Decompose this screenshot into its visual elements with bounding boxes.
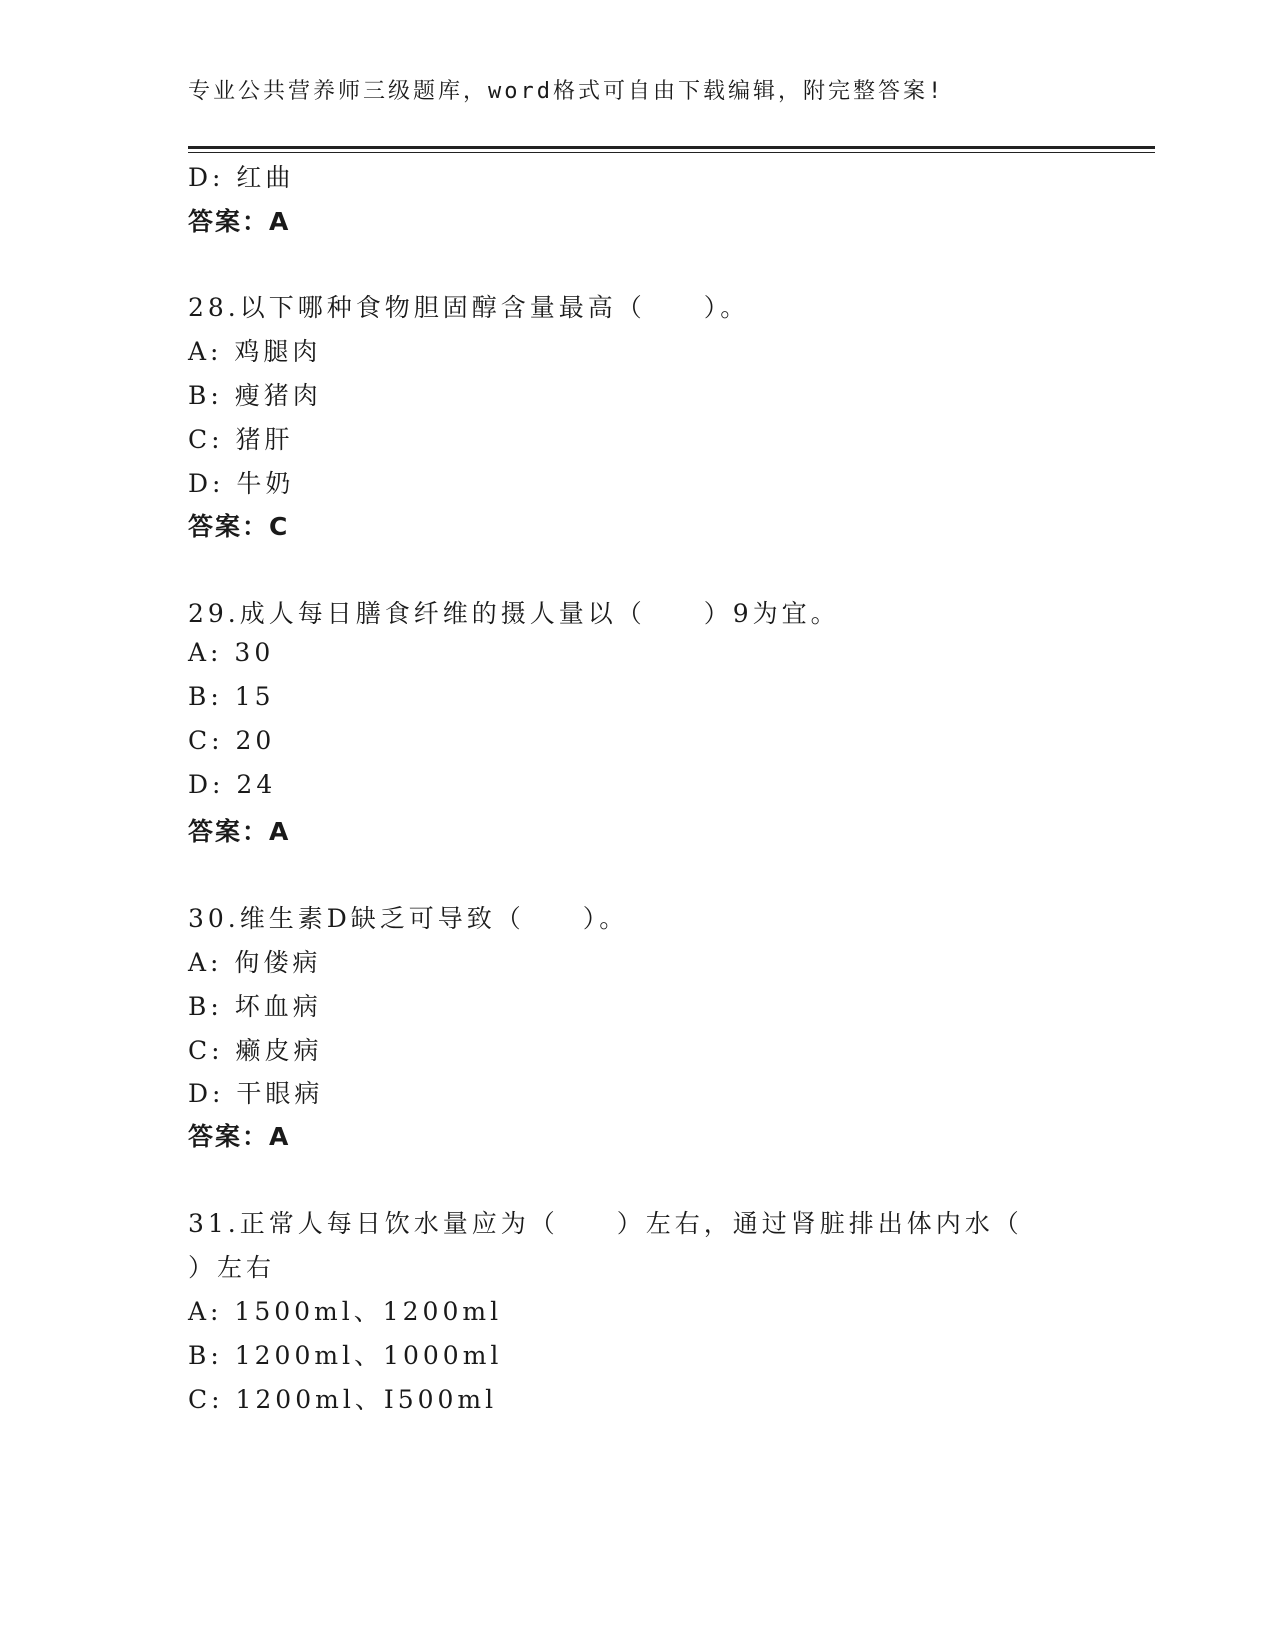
q28-option-c: C: 猪肝 <box>188 425 294 454</box>
q29-option-d: D: 24 <box>188 770 277 799</box>
page-header: 专业公共营养师三级题库，word格式可自由下载编辑，附完整答案! <box>188 79 945 104</box>
q30-option-a: A: 佝偻病 <box>188 948 322 977</box>
q28-option-b: B: 瘦猪肉 <box>188 381 322 410</box>
q29-option-a: A: 30 <box>188 638 275 667</box>
question-29: 29.成人每日膳食纤维的摄人量以（ ）9为宜。 <box>188 599 840 628</box>
header-rule-thin <box>188 152 1155 153</box>
q28-option-a: A: 鸡腿肉 <box>188 337 322 366</box>
header-rule-thick <box>188 146 1155 149</box>
q31-option-b: B: 1200ml、1000ml <box>188 1341 503 1370</box>
prev-answer: 答案：A <box>188 207 291 236</box>
prev-option-d: D: 红曲 <box>188 163 295 192</box>
question-28: 28.以下哪种食物胆固醇含量最高（ ）。 <box>188 293 750 322</box>
q28-answer: 答案：C <box>188 512 290 541</box>
q31-option-a: A: 1500ml、1200ml <box>188 1297 503 1326</box>
q30-answer: 答案：A <box>188 1122 291 1151</box>
q31-option-c: C: 1200ml、I500ml <box>188 1385 498 1414</box>
question-31-line-2: ）左右 <box>188 1253 276 1282</box>
q29-option-b: B: 15 <box>188 682 275 711</box>
q30-option-b: B: 坏血病 <box>188 992 322 1021</box>
q30-option-c: C: 癞皮病 <box>188 1036 323 1065</box>
q29-answer: 答案：A <box>188 817 291 846</box>
q30-option-d: D: 干眼病 <box>188 1079 324 1108</box>
question-30: 30.维生素D缺乏可导致（ ）。 <box>188 904 629 933</box>
q29-option-c: C: 20 <box>188 726 276 755</box>
question-31-line-1: 31.正常人每日饮水量应为（ ）左右，通过肾脏排出体内水（ <box>188 1209 1023 1238</box>
q28-option-d: D: 牛奶 <box>188 469 295 498</box>
